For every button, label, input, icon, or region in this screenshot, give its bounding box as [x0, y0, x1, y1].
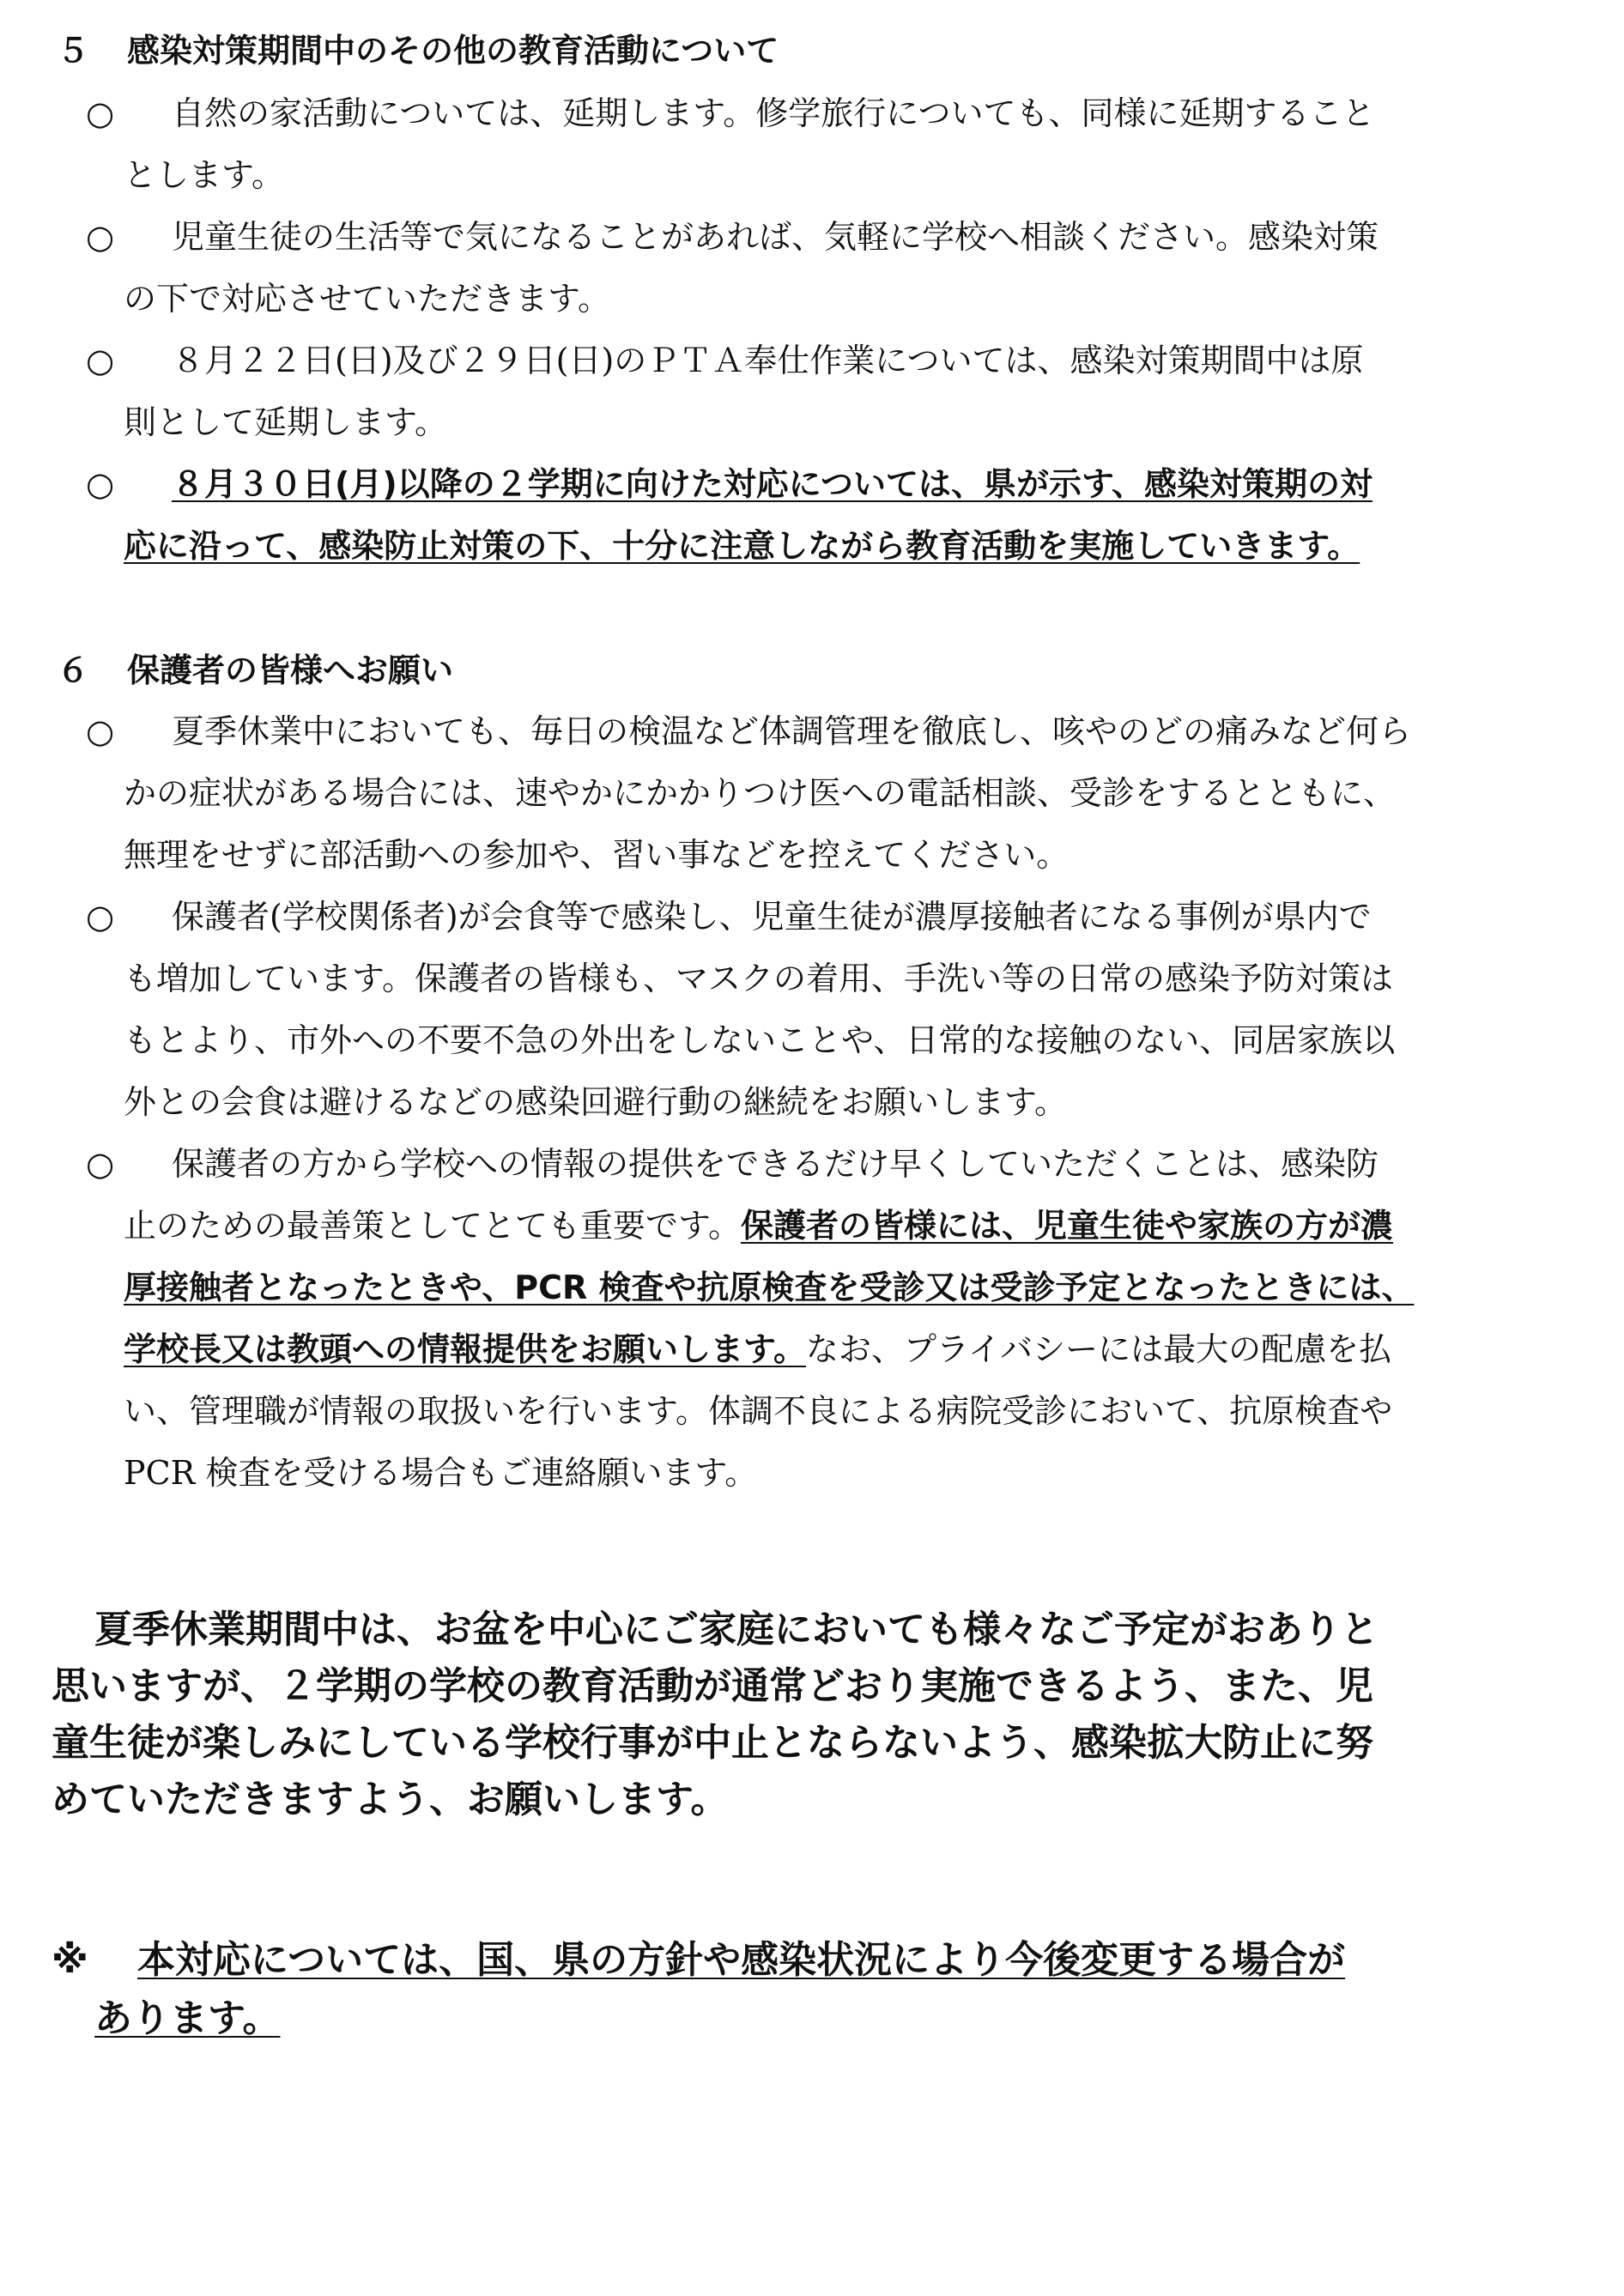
item-line: かの症状がある場合には、速やかにかかりつけ医への電話相談、受診をするとともに、: [124, 774, 1397, 812]
closing-paragraph: [52, 1602, 1579, 1828]
item-line: 応に沿って、感染防止対策の下、十分に注意しながら教育活動を実施していきます。: [124, 527, 1360, 565]
item-line: 自然の家活動については、延期します。修学旅行についても、同様に延期すること: [172, 94, 1375, 132]
reference-mark-icon: ※: [52, 1938, 88, 1982]
bullet-icon: ○: [86, 1145, 115, 1183]
bullet-icon: ○: [86, 712, 115, 750]
item-line: 外との会食は避けるなどの感染回避行動の継続をお願いします。: [124, 1083, 1067, 1121]
item-line: PCR 検査を受ける場合もご連絡願います。: [124, 1454, 758, 1492]
item-line: の下で対応させていただきます。: [124, 280, 610, 318]
list-item-emphasized: [86, 453, 1581, 577]
list-item: [86, 886, 1581, 1133]
section-title: 保護者の皆様へお願い: [127, 651, 454, 689]
closing-line: 夏季休業期間中は、お盆を中心にご家庭においても様々なご予定がおありと: [94, 1608, 1379, 1651]
bullet-icon: ○: [86, 898, 115, 936]
emphasized-text: 保護者の皆様には、児童生徒や家族の方が濃: [740, 1207, 1393, 1245]
note-line: あります。: [94, 1996, 281, 2040]
plain-text: 止のための最善策としてとても重要です。: [124, 1207, 741, 1245]
section-title: 感染対策期間中のその他の教育活動について: [127, 32, 779, 70]
item-line: 保護者(学校関係者)が会食等で感染し、児童生徒が濃厚接触者になる事例が県内で: [172, 898, 1372, 936]
bullet-icon: ○: [86, 94, 115, 132]
list-item: [86, 700, 1581, 886]
item-line: ８月３０日(月)以降の２学期に向けた対応については、県が示す、感染対策期の対: [172, 465, 1373, 503]
plain-text: なお、プライバシーには最大の配慮を払: [805, 1330, 1392, 1368]
closing-line: めていただきますよう、お願いします。: [52, 1778, 729, 1821]
item-line: [86, 1257, 1581, 1318]
item-line: 則として延期します。: [124, 403, 447, 441]
bullet-icon: ○: [86, 465, 115, 503]
item-line: 無理をせずに部活動への参加や、習い事などを控えてください。: [124, 836, 1070, 874]
item-line: 夏季休業中においても、毎日の検温など体調管理を徹底し、咳やのどの痛みなど何ら: [172, 712, 1412, 750]
item-line: とします。: [124, 156, 284, 194]
item-line: い、管理職が情報の取扱いを行います。体調不良による病院受診において、抗原検査や: [124, 1392, 1393, 1430]
note-line: 本対応については、国、県の方針や感染状況により今後変更する場合が: [137, 1938, 1346, 1982]
item-line: ８月２２日(日)及び２９日(日)のＰＴＡ奉仕作業については、感染対策期間中は原: [172, 342, 1364, 379]
section-6-heading: [57, 649, 453, 692]
item-line: もとより、市外への不要不急の外出をしないことや、日常的な接触のない、同居家族以: [124, 1021, 1396, 1059]
list-item: [86, 82, 1581, 206]
section-number: ６: [57, 651, 90, 689]
emphasized-text: 学校長又は教頭への情報提供をお願いします。: [124, 1330, 806, 1368]
item-line: 児童生徒の生活等で気になることがあれば、気軽に学校へ相談ください。感染対策: [172, 218, 1379, 256]
item-line: [86, 1195, 1581, 1257]
section-number: ５: [57, 32, 90, 70]
list-item: [86, 330, 1581, 453]
list-item: [86, 1133, 1581, 1504]
item-line: [86, 1318, 1581, 1380]
item-line: も増加しています。保護者の皆様も、マスクの着用、手洗い等の日常の感染予防対策は: [124, 960, 1393, 997]
item-line: 保護者の方から学校への情報の提供をできるだけ早くしていただくことは、感染防: [172, 1145, 1379, 1183]
bullet-icon: ○: [86, 218, 115, 256]
closing-line: 思いますが、２学期の学校の教育活動が通常どおり実施できるよう、また、児: [52, 1664, 1373, 1708]
list-item: [86, 206, 1581, 330]
emphasized-text: 厚接触者となったときや、PCR 検査や抗原検査を受診又は受診予定となったときには、: [124, 1269, 1415, 1306]
closing-line: 童生徒が楽しみにしている学校行事が中止とならないよう、感染拡大防止に努: [52, 1721, 1373, 1765]
note: [52, 1931, 1579, 2048]
bullet-icon: ○: [86, 342, 115, 379]
section-5-heading: [57, 29, 779, 72]
